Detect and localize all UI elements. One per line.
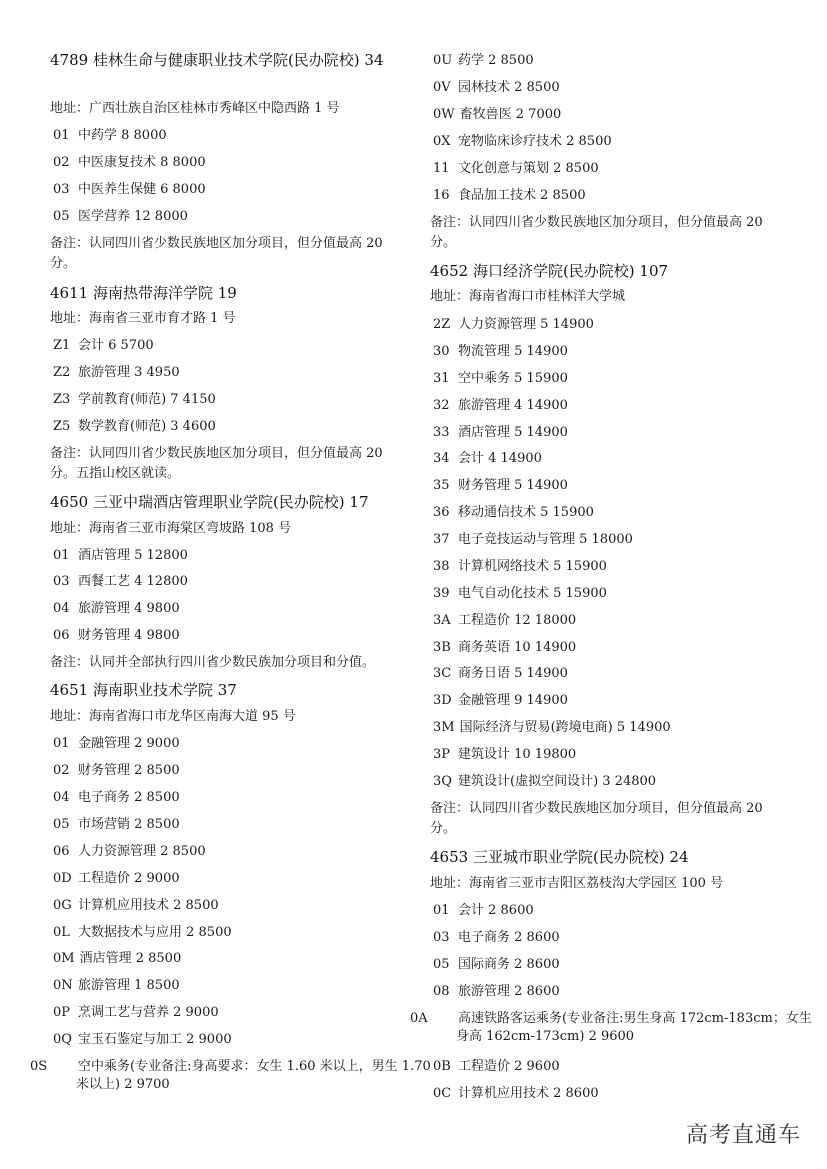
major-code: 0D	[53, 871, 72, 886]
major-item	[430, 106, 793, 124]
major-code: 05	[53, 209, 70, 224]
major-text: 烹调工艺与营养 2 9000	[78, 1005, 219, 1020]
major-code: 37	[433, 532, 450, 547]
major-code: 0Q	[53, 1032, 72, 1047]
major-item	[430, 504, 793, 522]
major-code: 34	[433, 451, 450, 466]
major-text: 工程造价 2 9600	[458, 1059, 560, 1074]
major-code: 0U	[433, 53, 453, 68]
school-note: 备注：认同四川省少数民族地区加分项目，但分值最高 20 分。	[430, 215, 763, 250]
major-text: 金融管理 9 14900	[458, 693, 568, 708]
major-item	[50, 154, 413, 172]
major-text: 医学营养 12 8000	[78, 209, 188, 224]
major-item	[50, 843, 413, 861]
major-item	[410, 1010, 816, 1046]
school-note: 备注：认同四川省少数民族地区加分项目，但分值最高 20 分。	[50, 236, 383, 271]
major-text: 空中乘务 5 15900	[458, 371, 568, 386]
major-code: 01	[53, 736, 70, 751]
major-item	[430, 692, 793, 710]
major-code: 30	[433, 344, 450, 359]
major-text: 大数据技术与应用 2 8500	[78, 925, 232, 940]
major-text: 国际经济与贸易(跨境电商) 5 14900	[459, 720, 671, 735]
major-item	[430, 612, 793, 630]
major-text: 金融管理 2 9000	[78, 736, 180, 751]
major-item	[430, 316, 793, 334]
major-code: 3D	[433, 693, 452, 708]
school-address: 地址：广西壮族自治区桂林市秀峰区中隐西路 1 号	[50, 101, 340, 116]
major-item	[430, 585, 793, 603]
major-code: 05	[53, 817, 70, 832]
major-text: 西餐工艺 4 12800	[78, 574, 188, 589]
major-code: 02	[53, 763, 70, 778]
major-code: 0V	[433, 80, 451, 95]
major-code: 3C	[433, 666, 452, 681]
major-code: 33	[433, 425, 450, 440]
major-text: 财务管理 4 9800	[78, 628, 180, 643]
major-item	[50, 547, 413, 565]
major-code: 0N	[53, 978, 73, 993]
major-text: 食品加工技术 2 8500	[458, 188, 586, 203]
major-text: 财务管理 5 14900	[458, 478, 568, 493]
school-title: 4650 三亚中瑞酒店管理职业学院(民办院校) 17	[50, 493, 369, 511]
major-item	[430, 902, 793, 920]
major-text: 物流管理 5 14900	[458, 344, 568, 359]
major-item	[50, 977, 413, 995]
major-text: 旅游管理 1 8500	[78, 978, 180, 993]
major-item	[430, 187, 793, 205]
major-code: 3Q	[433, 774, 452, 789]
major-item	[50, 897, 413, 915]
major-item	[430, 558, 793, 576]
major-text: 园林技术 2 8500	[458, 80, 560, 95]
major-code: Z1	[53, 338, 71, 353]
major-code: 0W	[433, 107, 455, 122]
major-code: 36	[433, 505, 450, 520]
major-item	[430, 424, 793, 442]
school-title: 4789 桂林生命与健康职业技术学院(民办院校) 34	[50, 51, 384, 69]
major-code: 04	[53, 601, 70, 616]
major-code: 0X	[433, 134, 451, 149]
major-code: 16	[433, 188, 450, 203]
major-text: 人力资源管理 5 14900	[458, 317, 594, 332]
school-title: 4653 三亚城市职业学院(民办院校) 24	[430, 848, 689, 866]
major-item	[50, 391, 413, 409]
major-code: 05	[433, 957, 450, 972]
major-text: 电气自动化技术 5 15900	[458, 586, 607, 601]
major-text: 畜牧兽医 2 7000	[459, 107, 562, 122]
major-text: 会计 4 14900	[458, 451, 542, 466]
school-address: 地址：海南省海口市桂林洋大学城	[430, 289, 626, 304]
major-text: 宝玉石鉴定与加工 2 9000	[78, 1032, 232, 1047]
major-item	[430, 133, 793, 151]
major-text: 高速铁路客运乘务(专业备注:男生身高 172cm-183cm；女生身高 162cm-173cm) 2 9600	[456, 1011, 812, 1044]
major-code: 3B	[433, 640, 451, 655]
major-code: 0C	[433, 1086, 452, 1101]
major-text: 中医康复技术 8 8000	[78, 155, 206, 170]
major-item	[50, 627, 413, 645]
major-item	[50, 181, 413, 199]
major-text: 计算机网络技术 5 15900	[458, 559, 607, 574]
watermark-logo: 高考直通车	[685, 1123, 801, 1148]
major-item	[50, 337, 413, 355]
major-code: 01	[53, 548, 70, 563]
major-text: 会计 6 5700	[78, 338, 154, 353]
major-text: 旅游管理 3 4950	[78, 365, 180, 380]
major-text: 电子商务 2 8600	[458, 930, 560, 945]
major-text: 会计 2 8600	[458, 903, 534, 918]
major-item	[50, 762, 413, 780]
school-title: 4652 海口经济学院(民办院校) 107	[430, 262, 669, 280]
major-text: 建筑设计 10 19800	[458, 747, 577, 762]
major-item	[430, 639, 793, 657]
major-code: 02	[53, 155, 70, 170]
major-item	[50, 364, 413, 382]
major-item	[50, 127, 413, 145]
major-item	[50, 816, 413, 834]
major-item	[50, 208, 413, 226]
major-item	[430, 665, 793, 683]
major-item	[430, 343, 793, 361]
major-item	[50, 870, 413, 888]
major-item	[50, 573, 413, 591]
major-code: 08	[433, 984, 450, 999]
major-code: 0S	[30, 1059, 48, 1074]
major-code: 11	[433, 161, 450, 176]
major-text: 旅游管理 2 8600	[458, 984, 560, 999]
major-code: 0M	[53, 951, 75, 966]
major-text: 工程造价 12 18000	[458, 613, 577, 628]
major-code: 3M	[433, 720, 455, 735]
school-title: 4651 海南职业技术学院 37	[50, 681, 237, 699]
school-note: 备注：认同四川省少数民族地区加分项目，但分值最高 20 分。五指山校区就读。	[50, 446, 383, 481]
major-text: 商务日语 5 14900	[458, 666, 568, 681]
major-text: 财务管理 2 8500	[78, 763, 180, 778]
school-address: 地址：海南省三亚市育才路 1 号	[50, 311, 236, 326]
school-address: 地址：海南省三亚市海棠区弯坡路 108 号	[50, 521, 292, 536]
major-text: 商务英语 10 14900	[458, 640, 577, 655]
major-text: 空中乘务(专业备注:身高要求：女生 1.60 米以上，男生 1.70 米以上) 2 9700	[76, 1059, 431, 1092]
major-text: 电子商务 2 8500	[78, 790, 180, 805]
major-text: 旅游管理 4 9800	[78, 601, 180, 616]
major-text: 酒店管理 5 14900	[458, 425, 568, 440]
major-text: 市场营销 2 8500	[78, 817, 180, 832]
major-code: Z3	[53, 392, 71, 407]
major-code: 06	[53, 844, 70, 859]
major-text: 中医养生保健 6 8000	[78, 182, 206, 197]
major-text: 宠物临床诊疗技术 2 8500	[458, 134, 612, 149]
major-item	[50, 1031, 413, 1049]
major-code: 03	[53, 182, 70, 197]
major-text: 旅游管理 4 14900	[458, 398, 568, 413]
major-code: 3A	[433, 613, 451, 628]
major-code: 03	[433, 930, 450, 945]
major-code: 3P	[433, 747, 451, 762]
major-item	[430, 983, 793, 1001]
major-text: 国际商务 2 8600	[458, 957, 560, 972]
major-text: 酒店管理 2 8500	[79, 951, 182, 966]
major-code: 2Z	[433, 317, 451, 332]
major-text: 工程造价 2 9000	[78, 871, 180, 886]
major-item	[430, 1085, 793, 1103]
school-address: 地址：海南省三亚市吉阳区荔枝沟大学园区 100 号	[430, 876, 724, 891]
major-code: 35	[433, 478, 450, 493]
major-text: 人力资源管理 2 8500	[78, 844, 206, 859]
major-code: 38	[433, 559, 450, 574]
major-code: 0B	[433, 1059, 451, 1074]
major-item	[430, 79, 793, 97]
major-item	[50, 1004, 413, 1022]
major-item	[430, 929, 793, 947]
major-item	[430, 773, 793, 791]
major-text: 计算机应用技术 2 8500	[78, 898, 219, 913]
major-code: 06	[53, 628, 70, 643]
major-item	[430, 52, 793, 70]
major-code: 01	[433, 903, 450, 918]
major-item	[430, 746, 793, 764]
major-item	[50, 950, 413, 968]
major-item	[430, 1058, 793, 1076]
school-note: 备注：认同四川省少数民族地区加分项目，但分值最高 20 分。	[430, 801, 763, 836]
major-text: 酒店管理 5 12800	[78, 548, 188, 563]
major-item	[430, 477, 793, 495]
major-item	[430, 956, 793, 974]
major-text: 建筑设计(虚拟空间设计) 3 24800	[458, 774, 657, 789]
major-item	[50, 924, 413, 942]
major-item	[430, 531, 793, 549]
major-code: 31	[433, 371, 450, 386]
major-code: 39	[433, 586, 450, 601]
major-code: 03	[53, 574, 70, 589]
major-text: 计算机应用技术 2 8600	[458, 1086, 599, 1101]
major-item	[430, 450, 793, 468]
major-item	[430, 160, 793, 178]
major-text: 移动通信技术 5 15900	[458, 505, 594, 520]
major-code: 32	[433, 398, 450, 413]
major-code: 0A	[410, 1011, 428, 1026]
major-item	[430, 719, 793, 737]
major-text: 数学教育(师范) 3 4600	[78, 419, 216, 434]
major-code: 01	[53, 128, 70, 143]
major-text: 学前教育(师范) 7 4150	[78, 392, 216, 407]
major-text: 中药学 8 8000	[78, 128, 167, 143]
major-item	[30, 1058, 436, 1094]
major-code: 04	[53, 790, 70, 805]
major-code: 0L	[53, 925, 70, 940]
major-item	[50, 789, 413, 807]
major-item	[430, 397, 793, 415]
major-item	[50, 735, 413, 753]
major-item	[430, 370, 793, 388]
school-note: 备注：认同并全部执行四川省少数民族加分项目和分值。	[50, 655, 376, 670]
major-code: Z2	[53, 365, 71, 380]
major-code: 0G	[53, 898, 72, 913]
school-title: 4611 海南热带海洋学院 19	[50, 284, 237, 302]
major-text: 电子竞技运动与管理 5 18000	[458, 532, 633, 547]
major-text: 文化创意与策划 2 8500	[458, 161, 599, 176]
major-text: 药学 2 8500	[458, 53, 534, 68]
major-code: 0P	[53, 1005, 71, 1020]
major-item	[50, 418, 413, 436]
major-code: Z5	[53, 419, 71, 434]
school-address: 地址：海南省海口市龙华区南海大道 95 号	[50, 709, 296, 724]
major-item	[50, 600, 413, 618]
